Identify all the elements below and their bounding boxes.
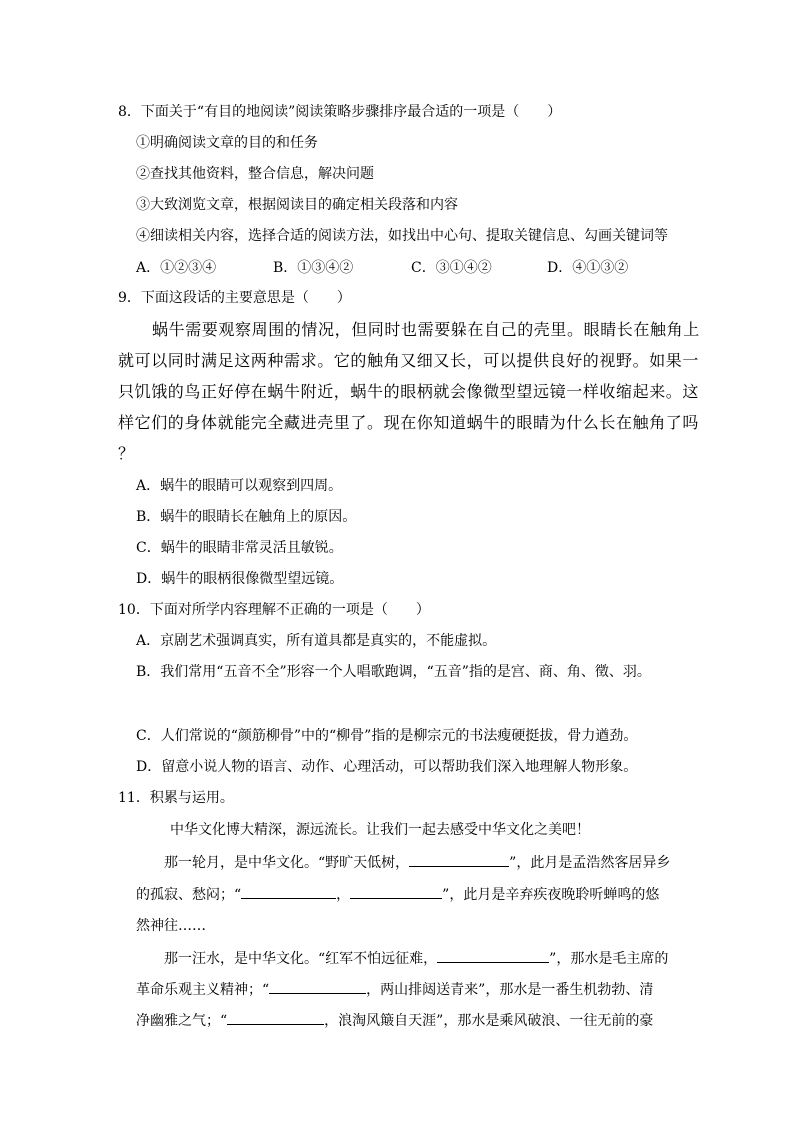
q11-moon-line-2: 的孤寂、愁闷；“ ， ”，此月是辛弃疾夜晚聆听蝉鸣的悠	[136, 884, 659, 905]
q8-option-c: C．③①④②	[411, 260, 492, 276]
q10-stem: 10．下面对所学内容理解不正确的一项是（ ）	[118, 602, 430, 618]
q11-moon-line-1: 那一轮月，是中华文化。“野旷天低树， ”，此月是孟浩然客居异乡	[164, 852, 670, 873]
q8-step-4: ④细读相关内容，选择合适的阅读方法，如找出中心句、提取关键信息、勾画关键词等	[136, 228, 668, 244]
q10-option-a: A．京剧艺术强调真实，所有道具都是真实的，不能虚拟。	[136, 633, 497, 649]
q11-water-line-2: 革命乐观主义精神；“ ，两山排闼送青来”，那水是一番生机勃勃、清	[136, 979, 653, 1000]
q9-passage-line: ？	[118, 444, 135, 463]
q9-stem: 9．下面这段话的主要意思是（ ）	[118, 290, 351, 306]
q8-step-2: ②查找其他资料，整合信息，解决问题	[136, 166, 374, 182]
q8-option-d: D．④①③②	[547, 260, 629, 276]
q10-option-c: C．人们常说的“颜筋柳骨”中的“柳骨”指的是柳宗元的书法瘦硬挺拔，骨力遒劲。	[136, 728, 638, 744]
q11-moon-line-3: 然神往……	[136, 918, 206, 934]
answer-blank[interactable]	[227, 1010, 324, 1025]
q9-option-a: A．蜗牛的眼睛可以观察到四周。	[136, 478, 343, 494]
q11-water-line-3: 净幽雅之气；“ ，浪淘风簸自天涯”，那水是乘风破浪、一往无前的豪	[136, 1010, 653, 1031]
q8-step-1: ①明确阅读文章的目的和任务	[136, 135, 318, 151]
q11-stem: 11．积累与运用。	[118, 790, 234, 806]
q9-option-c: C．蜗牛的眼睛非常灵活且敏锐。	[136, 540, 343, 556]
q11-intro: 中华文化博大精深，源远流长。让我们一起去感受中华文化之美吧！	[170, 822, 590, 838]
q10-option-d: D．留意小说人物的语言、动作、心理活动，可以帮助我们深入地理解人物形象。	[136, 759, 638, 775]
answer-blank[interactable]	[409, 852, 509, 867]
q9-passage-line: 蜗牛需要观察周围的情况，但同时也需要躲在自己的壳里。眼睛长在触角上	[152, 320, 700, 339]
answer-blank[interactable]	[269, 979, 366, 994]
q9-passage-line: 就可以同时满足这两种需求。它的触角又细又长，可以提供良好的视野。如果一	[118, 351, 700, 370]
answer-blank[interactable]	[350, 884, 442, 899]
answer-blank[interactable]	[437, 948, 549, 963]
q8-stem: 8．下面关于“有目的地阅读”阅读策略步骤排序最合适的一项是（ ）	[118, 104, 562, 120]
answer-blank[interactable]	[241, 884, 336, 899]
q8-option-a: A．①②③④	[136, 260, 217, 276]
q9-passage-line: 样它们的身体就能完全藏进壳里了。现在你知道蜗牛的眼睛为什么长在触角了吗	[118, 413, 700, 432]
q11-water-line-1: 那一汪水，是中华文化。“红军不怕远征难， ”，那水是毛主席的	[164, 948, 668, 969]
q8-step-3: ③大致浏览文章，根据阅读目的确定相关段落和内容	[136, 197, 458, 213]
q9-option-b: B．蜗牛的眼睛长在触角上的原因。	[136, 509, 357, 525]
q10-option-b: B．我们常用“五音不全”形容一个人唱歌跑调，“五音”指的是宫、商、角、徵、羽。	[136, 664, 651, 680]
q9-passage-line: 只饥饿的鸟正好停在蜗牛附近，蜗牛的眼柄就会像微型望远镜一样收缩起来。这	[118, 382, 700, 401]
q8-option-b: B．①③④②	[273, 260, 354, 276]
q9-option-d: D．蜗牛的眼柄很像微型望远镜。	[136, 571, 344, 587]
